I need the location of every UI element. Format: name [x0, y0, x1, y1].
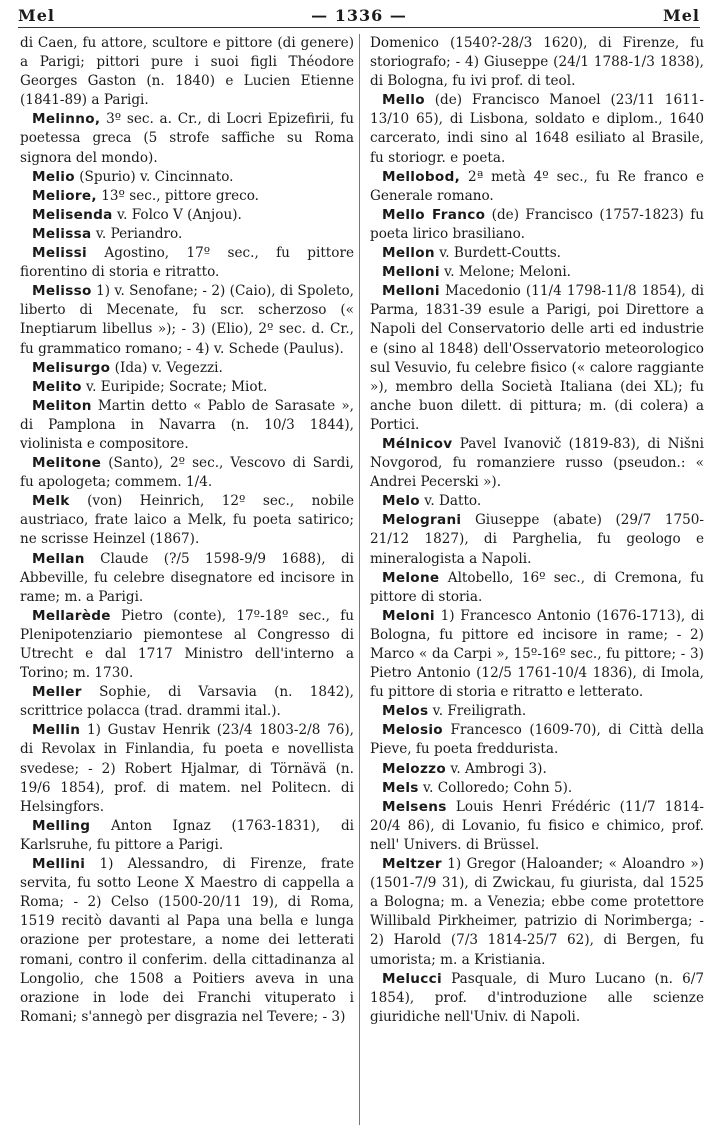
dictionary-entry [370, 244, 704, 263]
entry-text: Pavel Ivanovič (1819-83), di Nišni Novgorod, fu romanziere russo (pseudon.: « Andrei Pecerski »). [370, 435, 705, 491]
entry-text: (de) Francisco (1757-1823) fu poeta lirico brasiliano. [370, 206, 704, 242]
entry-headword: Melloni [382, 264, 440, 281]
dictionary-entry [20, 34, 354, 110]
entry-headword: Melling [32, 817, 91, 834]
entry-text: v. Euripide; Socrate; Miot. [86, 378, 268, 395]
dictionary-entry [370, 206, 704, 244]
dictionary-entry [370, 970, 704, 1027]
entry-headword: Melo [382, 493, 420, 510]
dictionary-entry [20, 397, 354, 454]
dictionary-entry [20, 454, 354, 492]
dictionary-entry [20, 187, 354, 206]
entry-headword: Meller [32, 684, 82, 701]
entry-headword: Melograni [382, 512, 462, 529]
entry-headword: Melissa [32, 225, 92, 242]
dictionary-entry [20, 244, 354, 282]
entry-headword: Melisso [32, 283, 92, 300]
entry-headword: Mellan [32, 550, 85, 567]
entry-text: Agostino, 17º sec., fu pittore fiorentino di storia e ritratto. [20, 245, 354, 281]
entry-headword: Mello [382, 92, 425, 109]
entry-text: v. Ambrogi 3). [450, 760, 547, 777]
entry-headword: Mellon [382, 245, 435, 262]
dictionary-entry [20, 817, 354, 855]
entry-headword: Melio [32, 168, 75, 185]
entry-text: v. Colloredo; Cohn 5). [423, 779, 573, 796]
entry-text: 1) Gustav Henrik (23/4 1803-2/8 76), di Revolax in Finlandia, fu poeta e novellista svedese; - 2) Robert Hjalmar, di Törnävä (n. 19/6 1854), prof. di matem. nel Politecn. di Helsingfors. [20, 722, 355, 815]
dictionary-entry [20, 855, 354, 1027]
dictionary-entry [20, 225, 354, 244]
header-left-keyword: Mel [18, 5, 55, 25]
entry-headword: Mels [382, 779, 419, 796]
dictionary-entry [20, 168, 354, 187]
entry-headword: Melisenda [32, 206, 113, 223]
dictionary-entry [20, 110, 354, 167]
dictionary-entry [370, 282, 704, 435]
entry-headword: Mellobod, [382, 168, 461, 185]
entry-text: di Caen, fu attore, scultore e pittore (di genere) a Parigi; pittori pure i suoi figli Théodore Georges Gaston (n. 1840) e Lucien Etienne (1841-89) a Parigi. [20, 35, 354, 109]
page-header [18, 4, 700, 26]
entry-headword: Meliore, [32, 187, 97, 204]
entry-text: (Ida) v. Vegezzi. [114, 359, 223, 376]
dictionary-entry [370, 721, 704, 759]
entry-text: 13º sec., pittore greco. [101, 187, 259, 204]
dictionary-entry [370, 607, 704, 702]
entry-text: Giuseppe (abate) (29/7 1750-21/12 1827), di Parghelia, fu geologo e mineralogista a Napoli. [370, 512, 705, 567]
entry-text: v. Periandro. [95, 225, 183, 242]
entry-headword: Mellini [32, 856, 86, 873]
entry-text: 2ª metà 4º sec., fu Re franco e Generale romano. [370, 168, 704, 204]
entry-headword: Melsens [382, 798, 447, 815]
right-column [370, 34, 704, 1127]
dictionary-entry [20, 378, 354, 397]
entry-headword: Melozzo [382, 760, 447, 777]
entry-text: v. Burdett-Coutts. [439, 245, 561, 262]
entry-headword: Meltzer [382, 856, 442, 873]
dictionary-entry [20, 607, 354, 683]
entry-text: 1) Alessandro, di Firenze, frate servita, fu sotto Leone X Maestro di cappella a Roma; - 2) Celso (1500-20/11 19), di Roma, 1519 recitò davanti al Papa una bella e lunga orazione per protestare, a nome dei letterati romani, contro il conferim. della cittadinanza al Longolio, che 1508 a Poitiers aveva in una orazione in lode dei Franchi vituperato i Romani; s'annegò per disgrazia nel Tevere; - 3) [20, 856, 354, 1025]
entry-headword: Mellarède [32, 607, 111, 624]
entry-headword: Mellin [32, 722, 81, 739]
entry-headword: Mélnicov [382, 435, 453, 452]
entry-headword: Mello Franco [382, 206, 486, 223]
entry-text: v. Datto. [424, 493, 482, 510]
dictionary-entry [370, 34, 704, 91]
entry-headword: Melisurgo [32, 359, 111, 376]
entry-text: Pietro (conte), 17º-18º sec., fu Plenipotenziario piemontese al Congresso di Utrecht e dal 1717 Ministro dell'interno a Torino; m. 1730. [20, 607, 354, 682]
entry-text: v. Melone; Meloni. [444, 264, 571, 281]
entry-text: Macedonio (11/4 1798-11/8 1854), di Parma, 1831-39 esule a Parigi, poi Direttore a Napoli del Conservatorio delle arti ed industrie e (sino al 1848) dell'Osservatorio meteorologico sul Vesuvio, fu celebre fisico (« calore raggiante »), membro della Società Italiana (dei XL); fu anche buon dilett. di pittura; m. (di colera) a Portici. [370, 283, 705, 433]
dictionary-entry [370, 435, 704, 492]
entry-text: 3º sec. a. Cr., di Locri Epizefirii, fu poetessa greca (5 strofe saffiche su Roma signora del mondo). [20, 111, 355, 166]
entry-text: v. Freiligrath. [432, 703, 527, 720]
entry-text: Anton Ignaz (1763-1831), di Karlsruhe, fu pittore a Parigi. [20, 817, 354, 853]
entry-headword: Melinno, [32, 111, 101, 128]
dictionary-entry [20, 683, 354, 721]
entry-text: (Spurio) v. Cincinnato. [79, 168, 234, 185]
dictionary-entry [370, 91, 704, 167]
entry-text: 1) Francesco Antonio (1676-1713), di Bologna, fu pittore ed incisore in rame; - 2) Marco « da Carpi », 15º-16º sec., fu pittore; - 3) Pietro Antonio (12/5 1761-10/4 1836), di Imola, fu pittore di storia e ritratto e letterato. [370, 607, 704, 701]
dictionary-entry [370, 263, 704, 282]
entry-text: Altobello, 16º sec., di Cremona, fu pittore di storia. [370, 569, 704, 605]
entry-headword: Melk [32, 493, 70, 510]
header-rule [18, 27, 700, 28]
entry-text: Pasquale, di Muro Lucano (n. 6/7 1854), prof. d'introduzione alle scienze giuridiche nell'Univ. di Napoli. [370, 970, 704, 1025]
dictionary-entry [20, 206, 354, 225]
entry-text: Domenico (1540?-28/3 1620), di Firenze, fu storiografo; - 4) Giuseppe (24/1 1788-1/3 1838), di Bologna, fu ivi prof. di teol. [370, 35, 704, 90]
entry-headword: Melitone [32, 455, 102, 472]
entry-text: Louis Henri Frédéric (11/7 1814-20/4 86), di Lovanio, fu fisico e chimico, prof. nell' Univers. di Brüssel. [370, 798, 704, 853]
entry-text: (Santo), 2º sec., Vescovo di Sardi, fu apologeta; commem. 1/4. [20, 455, 354, 491]
dictionary-entry [20, 550, 354, 607]
entry-headword: Melito [32, 378, 82, 395]
entry-headword: Melos [382, 703, 429, 720]
entry-text: Sophie, di Varsavia (n. 1842), scrittrice polacca (trad. drammi ital.). [20, 684, 355, 720]
entry-text: (de) Francisco Manoel (23/11 1611-13/10 65), di Lisbona, soldato e diplom., 1640 carcerato, indi sino al 1648 esiliato al Brasile, fu storiogr. e poeta. [370, 92, 704, 166]
entry-text: Francesco (1609-70), di Città della Pieve, fu poeta freddurista. [370, 722, 704, 758]
entry-headword: Melloni [382, 283, 440, 300]
entry-text: 1) Gregor (Haloander; « Aloandro ») (1501-7/9 31), di Zwickau, fu giurista, dal 1525 a Bologna; m. a Venezia; ebbe come protettore Willibald Pirkheimer, patrizio di Norimberga; - 2) Harold (7/3 1814-25/7 62), di Bergen, fu umorista; m. a Kristiania. [370, 856, 704, 968]
dictionary-entry [370, 168, 704, 206]
dictionary-entry [370, 760, 704, 779]
dictionary-entry [20, 721, 354, 816]
entry-text: Martin detto « Pablo de Sarasate », di Pamplona in Navarra (n. 10/3 1844), violinista e compositore. [20, 397, 354, 452]
entry-text: v. Folco V (Anjou). [117, 206, 242, 223]
dictionary-entry [370, 492, 704, 511]
entry-text: (von) Heinrich, 12º sec., nobile austriaco, frate laico a Melk, fu poeta satirico; ne scrisse Heinzel (1867). [20, 493, 354, 548]
dictionary-entry [370, 702, 704, 721]
dictionary-entry [370, 569, 704, 607]
dictionary-entry [370, 798, 704, 855]
page-number: — 1336 — [311, 5, 407, 25]
dictionary-entry [370, 511, 704, 568]
entry-headword: Melissi [32, 245, 88, 262]
entry-headword: Melone [382, 569, 440, 586]
page-body [20, 34, 704, 1127]
dictionary-entry [370, 855, 704, 970]
entry-headword: Melosio [382, 722, 443, 739]
entry-headword: Meloni [382, 607, 435, 624]
header-right-keyword: Mel [663, 5, 700, 25]
left-column [20, 34, 354, 1127]
entry-headword: Meliton [32, 397, 92, 414]
dictionary-entry [20, 359, 354, 378]
entry-headword: Melucci [382, 970, 442, 987]
entry-text: Claude (?/5 1598-9/9 1688), di Abbeville, fu celebre disegnatore ed incisore in rame; m. a Parigi. [20, 550, 354, 605]
dictionary-entry [20, 492, 354, 549]
dictionary-entry [370, 779, 704, 798]
dictionary-entry [20, 282, 354, 358]
entry-text: 1) v. Senofane; - 2) (Caio), di Spoleto, liberto di Mecenate, fu scr. scherzoso (« Ineptiarum libellus »); - 3) (Elio), 2º sec. d. Cr., fu grammatico romano; - 4) v. Schede (Paulus). [20, 283, 354, 357]
